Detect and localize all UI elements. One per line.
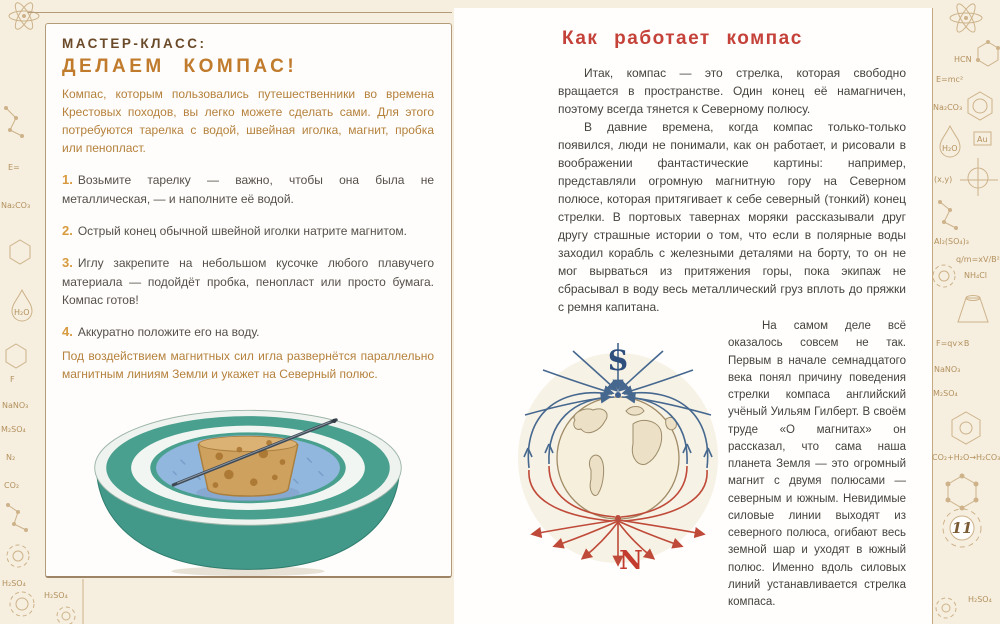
benzene-ring-icon <box>968 92 992 120</box>
formula-doodle: H₂SO₄ <box>2 579 26 588</box>
formula-doodle: NH₄Cl <box>964 271 988 280</box>
step-number: 2. <box>62 222 73 238</box>
step-text: Аккуратно положите его на воду. <box>77 324 260 339</box>
paragraph-2: В давние времена, когда компас только-только появился, люди не понимали, как он работает, и рисовали в воображении фантастические картины: например, представляли огромную магнитную гору на Северном полюсе, которая притягивает к себе северный (тонкий) конец стрелки. В портовых тавернах моряки рассказывали друг другу страшные истории о том, что если в полярные воды заходил корабль с железными деталями на борту, то он не мог вырваться из притяжения горы, пока экипаж не сбрасывал в воду весь металлический груз вплоть до пряжки с ремня капитана. <box>558 120 906 314</box>
formula-doodle: Al₂(SO₄)₃ <box>934 237 969 246</box>
molecule-icon <box>4 106 24 138</box>
step-text: Острый конец обычной швейной иголки натрите магнитом. <box>77 223 407 238</box>
page-number: 11 <box>951 519 973 537</box>
left-margin-doodles <box>0 0 46 624</box>
water-droplet-icon <box>940 126 960 157</box>
step-number: 4. <box>62 323 73 339</box>
formula-doodle: H₂SO₄ <box>968 595 992 604</box>
step-number: 1. <box>62 172 73 187</box>
gear-icon <box>936 598 956 618</box>
formula-doodle: CO₂+H₂O→H₂CO₃ <box>932 453 1000 462</box>
formula-doodle: M₂SO₄ <box>933 389 958 398</box>
gear-icon <box>10 592 34 616</box>
formula-doodle: F=qv×B <box>936 339 970 348</box>
formula-doodle: M₂SO₄ <box>1 425 26 434</box>
formula-doodle: (x,y) <box>934 175 953 184</box>
paragraph-1: Итак, компас — это стрелка, которая свободно вращается в пространстве. Один конец её намагничен, поэтому всегда тянется к Северному полюсу. <box>558 66 906 116</box>
flask-icon <box>958 296 988 323</box>
hexagon-icon <box>6 344 26 368</box>
formula-doodle: Na₂CO₃ <box>933 103 963 112</box>
formula-doodle: CO₂ <box>4 481 20 490</box>
formula-doodle: HCN <box>954 55 972 64</box>
formula-doodle: H₂O <box>14 308 30 317</box>
gear-icon <box>57 607 75 624</box>
atom-icon <box>950 2 982 35</box>
gold-element-icon <box>974 132 991 145</box>
formula-doodle: H₂SO₄ <box>44 591 68 600</box>
right-page-title: Как работает компас <box>562 28 803 49</box>
right-margin-doodles <box>932 0 1000 624</box>
step-text: Возьмите тарелку — важно, чтобы она была не металлическая, — и наполните её водой. <box>62 173 434 206</box>
south-pole-label: S <box>607 344 629 377</box>
left-page-title: ДЕЛАЕМ КОМПАС! <box>62 56 298 77</box>
triazine-ring-icon <box>952 412 980 444</box>
step-4 <box>62 322 434 342</box>
hexagon-icon <box>10 240 30 264</box>
step-1 <box>62 170 434 208</box>
step-2 <box>62 221 434 241</box>
formula-doodle: N₂ <box>6 453 16 462</box>
molecule-icon <box>6 503 28 532</box>
right-page <box>454 8 933 624</box>
earth-magnetic-field-figure <box>515 318 720 573</box>
step-3 <box>62 253 434 309</box>
formula-doodle: E=mc² <box>936 75 964 84</box>
page-number-gear <box>943 509 981 547</box>
masterclass-kicker: МАСТЕР-КЛАСС: <box>62 36 207 51</box>
figure-row <box>515 318 906 611</box>
formula-doodle: q/m=xV/B² <box>956 255 1000 264</box>
formula-doodle: Na₂CO₃ <box>1 201 31 210</box>
gear-icon <box>933 265 955 287</box>
formula-doodle: H₂O <box>942 144 958 153</box>
step-number: 3. <box>62 255 73 270</box>
paragraph-3: На самом деле всё оказалось совсем не так. Первым в начале семнадцатого века понял причину поведения стрелки компаса английский учёный Уильям Гилберт. В своём труде «О магнитах» он рассказал, что сама наша планета Земля — это огромный магнит с двумя полюсами — северным и южным. Невидимые силовые линии выходят из северного полюса, огибают весь земной шар и уходят в южный полюс. Именно вдоль силовых линий устанавливается стрелка компаса. <box>728 320 906 608</box>
atom-icon <box>9 1 39 32</box>
axes-plot-icon <box>960 158 998 196</box>
formula-doodle: Au <box>977 135 988 144</box>
left-page <box>45 23 452 578</box>
formula-doodle: NaNO₃ <box>2 401 29 410</box>
north-pole-label: N <box>619 546 643 573</box>
result-note: Под воздействием магнитных сил игла развернётся параллельно магнитным линиям Земли и укажет на Северный полюс. <box>62 349 434 381</box>
bottom-margin-doodles <box>0 578 260 624</box>
step-text: Иглу закрепите на небольшом кусочке любого плавучего материала — подойдёт пробка, пенопласт или просто бумага. Компас готов! <box>62 256 434 307</box>
gear-icon <box>7 545 29 567</box>
cork <box>198 436 298 496</box>
formula-doodle: E= <box>8 163 20 172</box>
molecule-icon <box>976 40 1000 66</box>
water-droplet-icon <box>12 290 32 321</box>
needle-eye <box>332 419 336 423</box>
molecule-lattice-icon <box>946 474 979 511</box>
formula-doodle: NaNO₃ <box>934 365 961 374</box>
intro-paragraph: Компас, которым пользовались путешественники во времена Крестовых походов, вы легко можете сделать сами. Для этого потребуются тарелка с водой, швейная иголка, магнит, пробка или пенопласт. <box>62 87 434 155</box>
globe <box>557 397 679 519</box>
molecule-icon <box>938 200 958 230</box>
formula-doodle: F <box>10 375 15 384</box>
bowl-illustration <box>83 395 413 577</box>
frame-line <box>28 12 452 13</box>
